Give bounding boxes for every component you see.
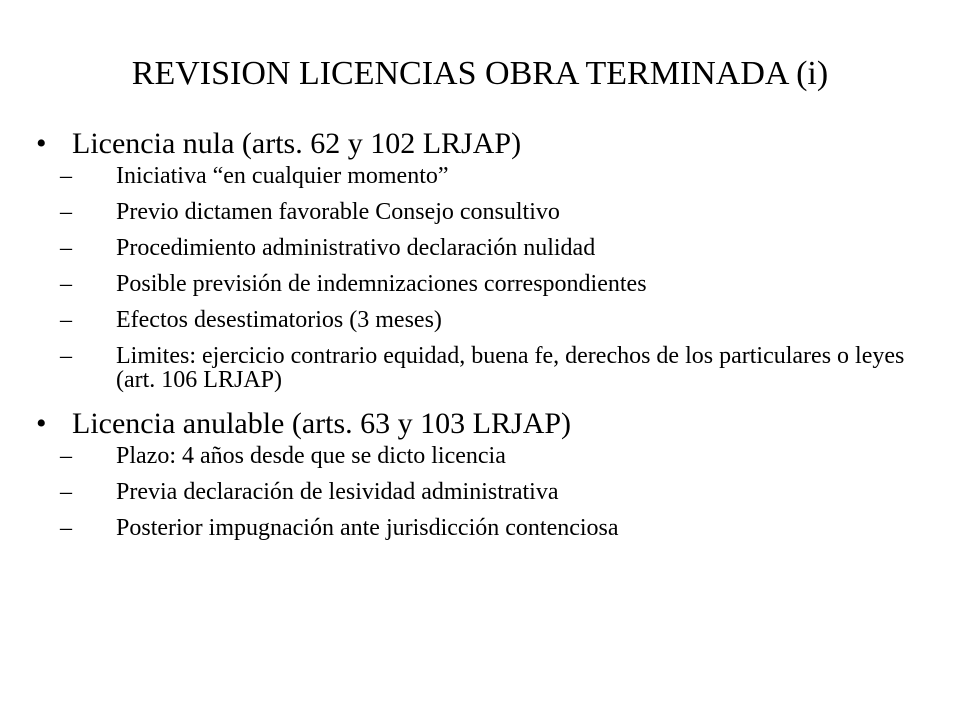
sub-item [0,516,960,540]
dash-marker: – [60,307,72,333]
dash-marker: – [60,235,72,261]
sub-list-licencia-anulable [0,444,960,540]
sub-item [0,308,960,332]
bullet-licencia-anulable [0,404,960,444]
dash-marker: – [60,515,72,541]
bullet-marker: • [36,407,47,440]
dash-marker: – [60,271,72,297]
sub-item [0,200,960,224]
slide-title: REVISION LICENCIAS OBRA TERMINADA (i) [131,55,829,92]
sub-item-text: Limites: ejercicio contrario equidad, buena fe, derechos de los particulares o leyes (art. 106 LRJAP) [116,343,905,393]
sub-item-text: Posible previsión de indemnizaciones correspondientes [116,271,647,297]
bullet-marker: • [36,127,47,160]
sub-item-text: Plazo: 4 años desde que se dicto licencia [116,443,506,469]
sub-item [0,344,960,392]
bullet-licencia-nula [0,124,960,164]
dash-marker: – [60,199,72,225]
slide-content [0,124,960,552]
sub-item [0,480,960,504]
dash-marker: – [60,163,72,189]
dash-marker: – [60,343,72,369]
sub-item-text: Iniciativa “en cualquier momento” [116,163,449,189]
sub-item-text: Previa declaración de lesividad administrativa [116,479,559,505]
sub-item-text: Procedimiento administrativo declaración nulidad [116,235,596,261]
sub-item-text: Posterior impugnación ante jurisdicción contenciosa [116,515,619,541]
bullet-heading: Licencia nula (arts. 62 y 102 LRJAP) [72,127,522,160]
sub-item [0,164,960,188]
sub-item-text: Efectos desestimatorios (3 meses) [116,307,442,333]
dash-marker: – [60,443,72,469]
sub-item-text: Previo dictamen favorable Consejo consultivo [116,199,560,225]
dash-marker: – [60,479,72,505]
sub-item [0,236,960,260]
sub-item [0,272,960,296]
sub-list-licencia-nula [0,164,960,392]
bullet-heading: Licencia anulable (arts. 63 y 103 LRJAP) [72,407,572,440]
sub-item [0,444,960,468]
